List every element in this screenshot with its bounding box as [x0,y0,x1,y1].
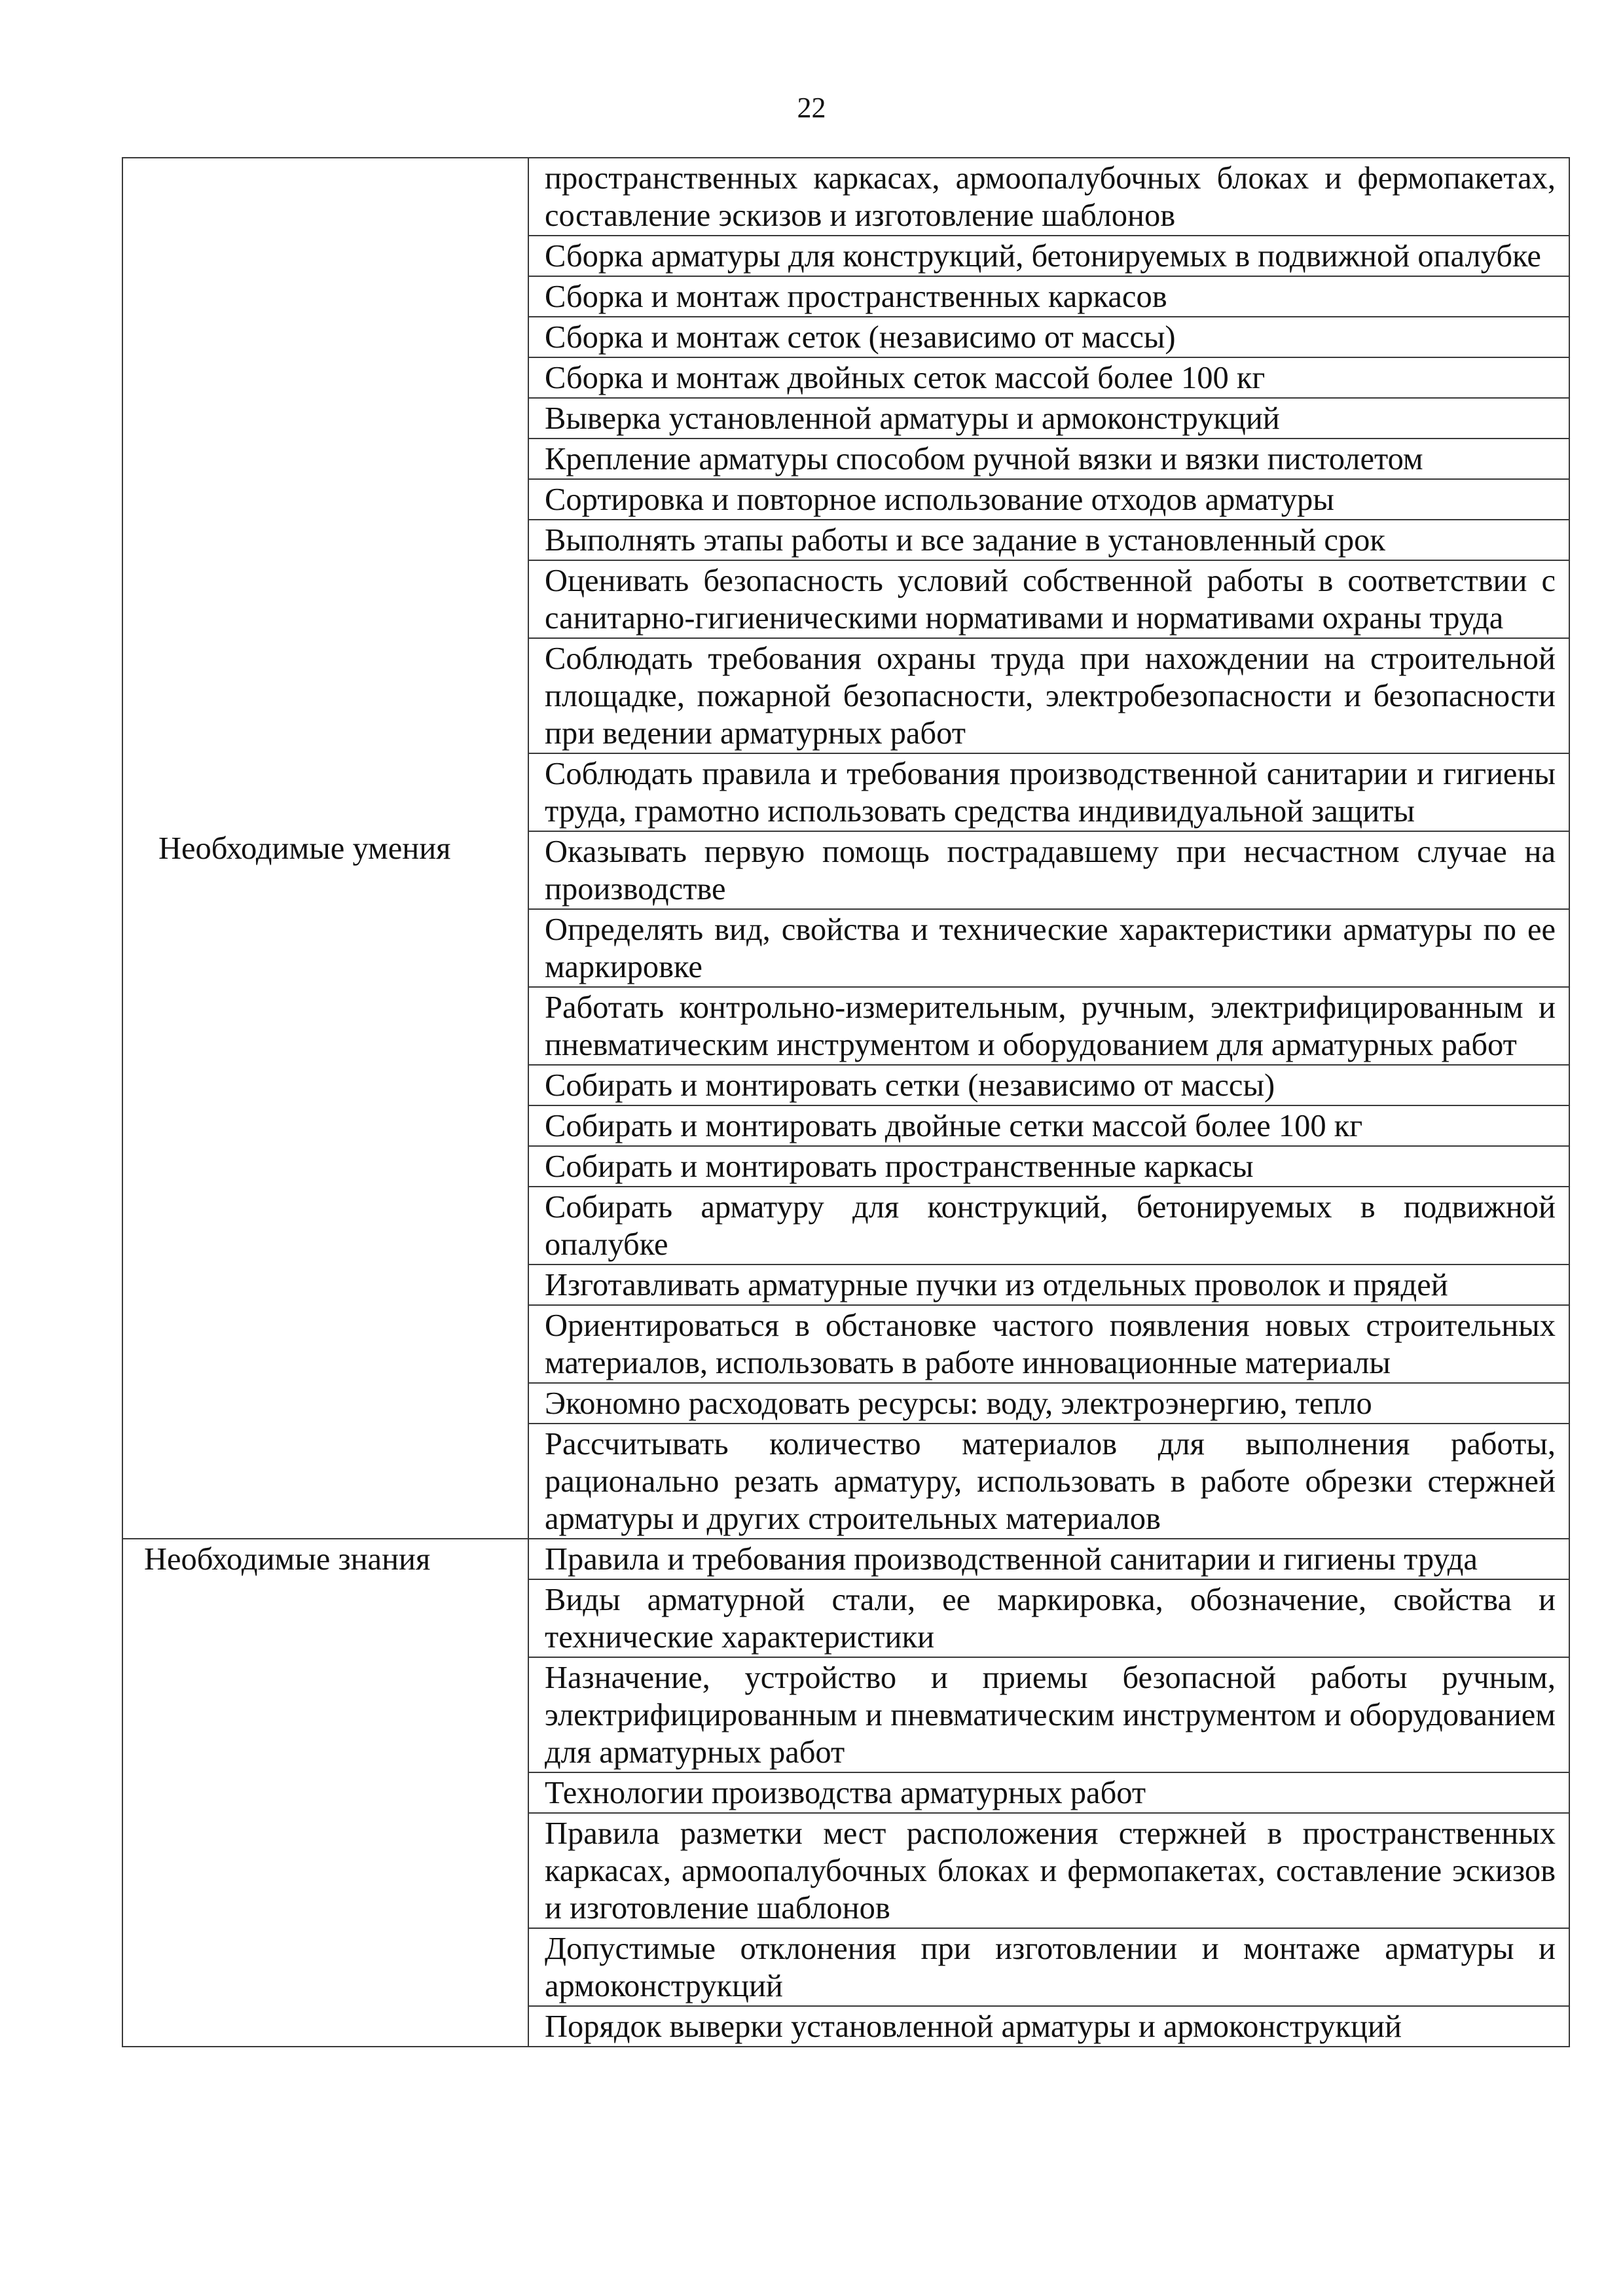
requirement-item: Рассчитывать количество материалов для выполнения работы, рационально резать арматуру, использовать в работе обрезки стержней арматуры и других строительных материалов [528,1424,1569,1539]
group-label-1: Необходимые знания [122,1539,528,2047]
requirement-item: Сортировка и повторное использование отходов арматуры [528,479,1569,520]
requirement-item: Крепление арматуры способом ручной вязки и вязки пистолетом [528,439,1569,479]
requirement-item: Ориентироваться в обстановке частого появления новых строительных материалов, использовать в работе инновационные материалы [528,1305,1569,1383]
table-row [122,158,1569,236]
requirement-item: Собирать и монтировать пространственные каркасы [528,1146,1569,1187]
requirement-item: Работать контрольно-измерительным, ручным, электрифицированным и пневматическим инструментом и оборудованием для арматурных работ [528,987,1569,1065]
requirement-item: Собирать арматуру для конструкций, бетонируемых в подвижной опалубке [528,1187,1569,1265]
requirement-item: Выполнять этапы работы и все задание в установленный срок [528,520,1569,560]
requirement-item: Сборка арматуры для конструкций, бетонируемых в подвижной опалубке [528,236,1569,276]
requirement-item: Сборка и монтаж пространственных каркасов [528,276,1569,317]
requirement-item: Назначение, устройство и приемы безопасной работы ручным, электрифицированным и пневматическим инструментом и оборудованием для арматурных работ [528,1657,1569,1772]
requirement-item: Сборка и монтаж сеток (независимо от массы) [528,317,1569,357]
requirement-item: Технологии производства арматурных работ [528,1772,1569,1813]
page-number: 22 [797,92,826,124]
requirement-item: Экономно расходовать ресурсы: воду, электроэнергию, тепло [528,1383,1569,1424]
requirements-table-body [122,158,1569,2047]
requirement-item: Собирать и монтировать сетки (независимо от массы) [528,1065,1569,1105]
requirement-item: Собирать и монтировать двойные сетки массой более 100 кг [528,1105,1569,1146]
requirement-item: Порядок выверки установленной арматуры и армоконструкций [528,2006,1569,2047]
requirement-item: Соблюдать правила и требования производственной санитарии и гигиены труда, грамотно использовать средства индивидуальной защиты [528,753,1569,831]
requirement-item: Допустимые отклонения при изготовлении и монтаже арматуры и армоконструкций [528,1928,1569,2006]
requirement-item: пространственных каркасах, армоопалубочных блоках и фермопакетах, составление эскизов и изготовление шаблонов [528,158,1569,236]
requirement-item: Определять вид, свойства и технические характеристики арматуры по ее маркировке [528,909,1569,987]
requirement-item: Сборка и монтаж двойных сеток массой более 100 кг [528,357,1569,398]
requirement-item: Правила и требования производственной санитарии и гигиены труда [528,1539,1569,1579]
requirement-item: Соблюдать требования охраны труда при нахождении на строительной площадке, пожарной безопасности, электробезопасности и безопасности при ведении арматурных работ [528,638,1569,753]
table-row [122,1539,1569,1579]
requirement-item: Оценивать безопасность условий собственной работы в соответствии с санитарно-гигиеническими нормативами и нормативами охраны труда [528,560,1569,638]
requirement-item: Правила разметки мест расположения стержней в пространственных каркасах, армоопалубочных блоках и фермопакетах, составление эскизов и изготовление шаблонов [528,1813,1569,1928]
group-label-0: Необходимые умения [122,158,528,1539]
requirements-table [122,157,1570,2047]
requirement-item: Изготавливать арматурные пучки из отдельных проволок и прядей [528,1265,1569,1305]
requirement-item: Виды арматурной стали, ее маркировка, обозначение, свойства и технические характеристики [528,1579,1569,1657]
requirement-item: Выверка установленной арматуры и армоконструкций [528,398,1569,439]
requirement-item: Оказывать первую помощь пострадавшему при несчастном случае на производстве [528,831,1569,909]
